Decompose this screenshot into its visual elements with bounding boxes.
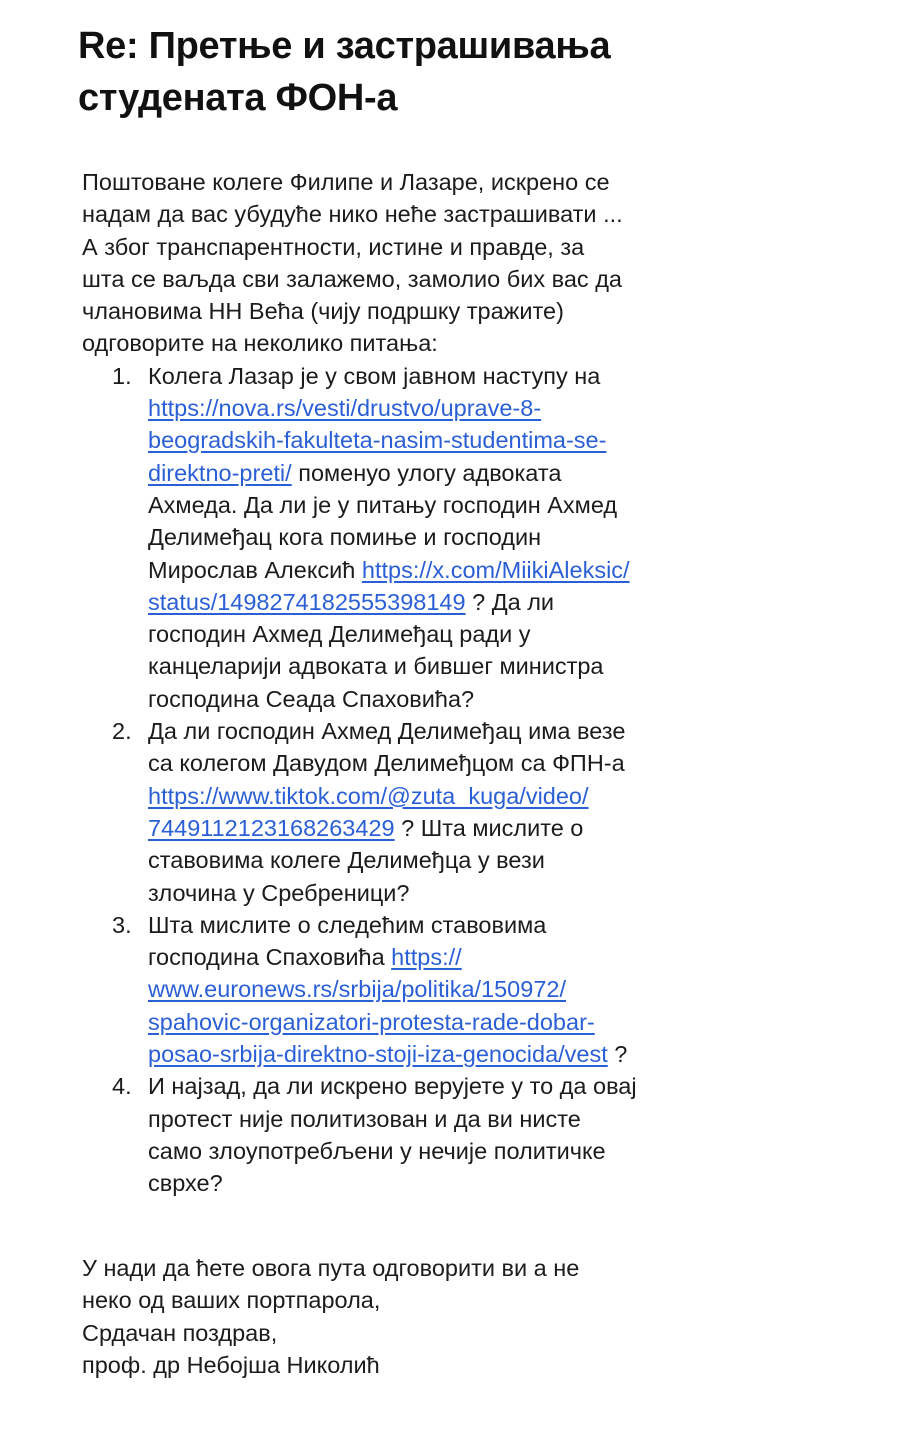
subject-line-2: студената ФОН-а [78, 77, 398, 119]
email-subject [78, 20, 838, 124]
euronews-link[interactable]: spahovic-organizatori-protesta-rade-dobar- [148, 1008, 595, 1035]
question-2 [82, 715, 842, 909]
list-number: 2. [112, 718, 132, 745]
email-body [82, 166, 842, 1200]
question-text: Делимеђац кога помиње и господин [148, 524, 542, 551]
question-text: Ахмеда. Да ли је у питању господин Ахмед [148, 491, 618, 518]
question-text: Мирослав Алексић [148, 556, 362, 583]
question-text: злочина у Сребреници? [148, 879, 410, 906]
intro-line: А због транспарентности, истине и правде, за [82, 233, 585, 260]
closing-signature [82, 1252, 842, 1381]
question-text: Шта мислите о следећим ставовима [148, 911, 547, 938]
question-text: канцеларији адвоката и бившег министра [148, 653, 604, 680]
intro-line: надам да вас убудуће нико неће застрашивати ... [82, 201, 623, 228]
question-text: господин Ахмед Делимеђац ради у [148, 621, 531, 648]
question-text: ? [607, 1041, 628, 1068]
question-4 [82, 1070, 842, 1199]
nova-rs-link[interactable]: beogradskih-fakulteta-nasim-studentima-se- [148, 427, 607, 454]
tiktok-link[interactable]: https://www.tiktok.com/@zuta_kuga/video/ [148, 782, 589, 809]
x-com-link[interactable]: https://x.com/MiikiAleksic/ [361, 556, 630, 583]
subject-line-1: Re: Претње и застрашивања [78, 25, 611, 67]
question-text: Колега Лазар је у свом јавном наступу на [148, 362, 601, 389]
intro-line: члановима НН Већа (чију подршку тражите) [82, 298, 564, 325]
question-text: поменуо улогу адвоката [291, 459, 562, 486]
euronews-link[interactable]: www.euronews.rs/srbija/politika/150972/ [148, 976, 566, 1003]
nova-rs-link[interactable]: direktno-preti/ [148, 459, 292, 486]
question-text: И најзад, да ли искрено верујете у то да овај [148, 1073, 637, 1100]
list-number: 3. [112, 911, 132, 938]
closing-line: У нади да ћете овога пута одговорити ви а не [82, 1255, 580, 1281]
question-text: ставовима колеге Делимеђца у вези [148, 847, 545, 874]
intro-line: Поштоване колеге Филипе и Лазаре, искрено се [82, 169, 610, 195]
nova-rs-link[interactable]: https://nova.rs/vesti/drustvo/uprave-8- [148, 395, 542, 422]
intro-line: одговорите на неколико питања: [82, 330, 438, 357]
list-number: 4. [112, 1073, 132, 1100]
question-text: ? Шта мислите о [394, 814, 584, 841]
closing-line: неко од ваших портпарола, [82, 1287, 381, 1314]
question-1 [82, 360, 842, 715]
tiktok-link[interactable]: 7449112123168263429 [148, 814, 395, 841]
question-text: ? Да ли [465, 588, 555, 615]
signature-name: проф. др Небојша Николић [82, 1351, 380, 1378]
question-text: са колегом Давудом Делимеђцом са ФПН-а [148, 750, 625, 777]
question-3 [82, 909, 842, 1070]
questions-list [82, 360, 842, 1200]
euronews-link[interactable]: posao-srbija-direktno-stoji-iza-genocida/vest [148, 1041, 608, 1068]
question-text: Да ли господин Ахмед Делимеђац има везе [148, 718, 626, 745]
question-text: господина Спаховића [148, 944, 392, 971]
question-text: сврхе? [148, 1170, 223, 1197]
intro-paragraph [82, 166, 842, 360]
list-number: 1. [112, 362, 132, 389]
question-text: протест није политизован и да ви нисте [148, 1105, 581, 1132]
intro-line: шта се ваљда сви залажемо, замолио бих вас да [82, 265, 622, 292]
question-text: само злоупотребљени у нечије политичке [148, 1137, 606, 1164]
euronews-link[interactable]: https:// [391, 944, 462, 971]
greeting: Срдачан поздрав, [82, 1319, 278, 1346]
question-text: господина Сеада Спаховића? [148, 685, 475, 712]
x-com-link[interactable]: status/1498274182555398149 [148, 588, 466, 615]
